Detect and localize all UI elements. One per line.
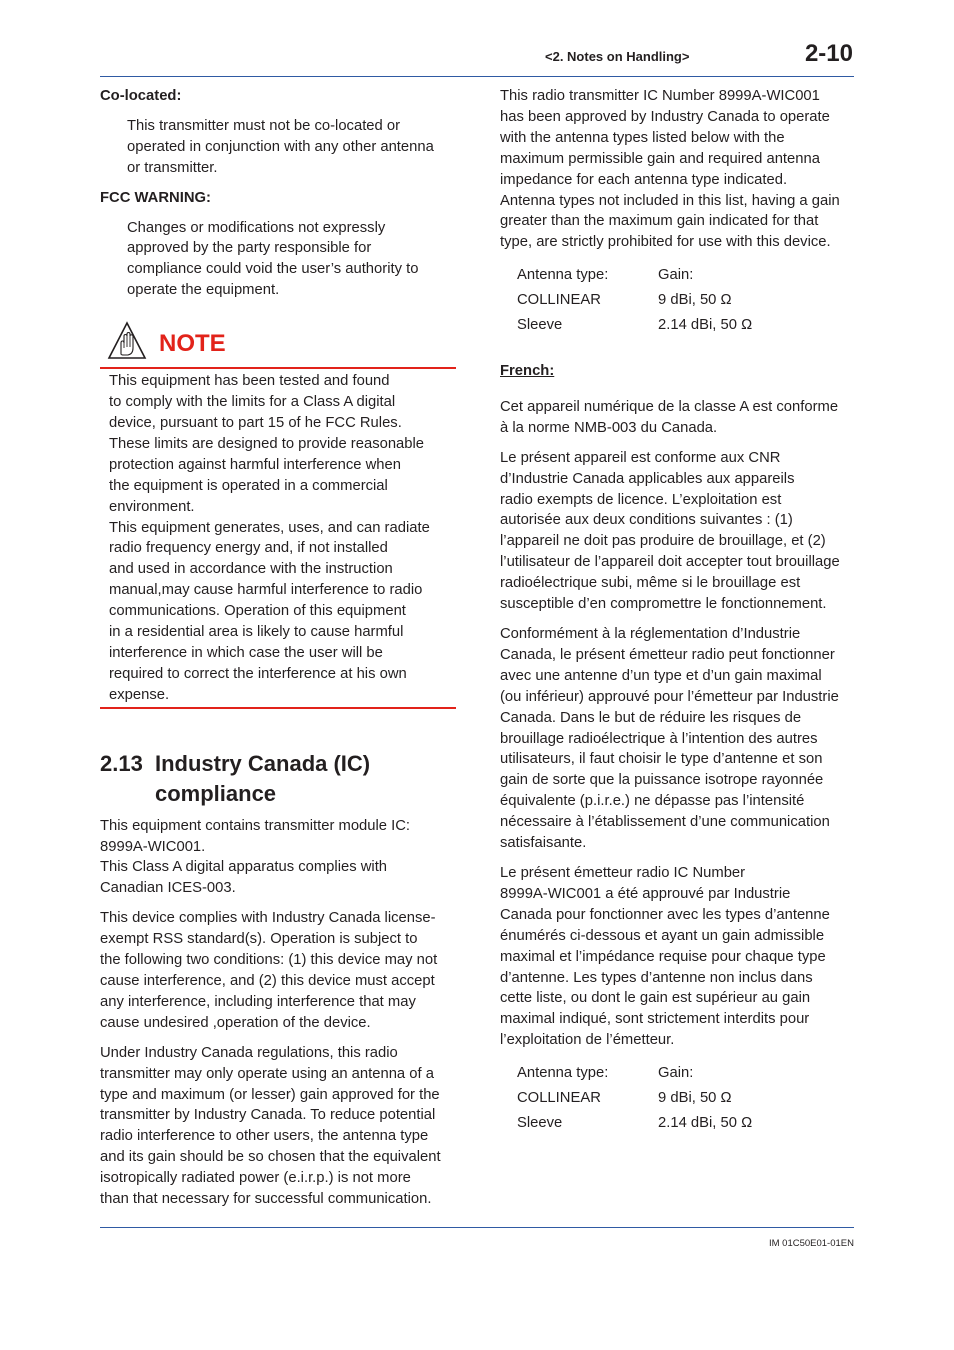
text-line: gain de sorte que la puissance isotrope rayonnée	[500, 772, 824, 789]
text-line: This radio transmitter IC Number 8999A-WIC001	[500, 88, 820, 104]
table-cell: 9 dBi, 50 Ω	[658, 1090, 732, 1107]
colocated-text	[127, 116, 456, 179]
note-line: expense.	[109, 686, 170, 703]
text-line: any interference, including interference that may	[100, 993, 416, 1010]
text-line: This transmitter must not be co-located or	[127, 117, 401, 134]
section-title-line: Industry Canada (IC)	[155, 750, 371, 776]
note-line: communications. Operation of this equipment	[109, 603, 406, 620]
text-line: type and maximum (or lesser) gain approved for the	[100, 1086, 440, 1103]
french-paragraph-1	[500, 397, 856, 439]
text-line: Canada pour fonctionner avec les types d’antenne	[500, 906, 830, 923]
header-section-title: <2. Notes on Handling>	[545, 49, 690, 64]
text-line: d’Industrie Canada applicables aux appareils	[500, 470, 795, 487]
text-line: exempt RSS standard(s). Operation is subject to	[100, 931, 418, 948]
text-line: 8999A-WIC001 a été approuvé par Industrie	[500, 885, 791, 902]
text-line: radioélectrique subi, même si le brouillage est	[500, 575, 801, 592]
text-line: maximum permissible gain and required antenna	[500, 150, 820, 167]
text-line: with the antenna types listed below with the	[500, 129, 785, 146]
table-row	[517, 1088, 752, 1113]
note-line: in a residential area is likely to cause harmful	[109, 624, 404, 641]
table-cell: COLLINEAR	[517, 292, 601, 309]
table-cell: 2.14 dBi, 50 Ω	[658, 1115, 753, 1132]
text-line: Canada, le présent émetteur radio peut fonctionner	[500, 646, 835, 663]
text-line: transmitter may only operate using an antenna of a	[100, 1065, 434, 1082]
text-line: cette liste, ou dont le gain est supérieur au gain	[500, 990, 811, 1007]
french-paragraph-4	[500, 863, 856, 1051]
text-line: Under Industry Canada regulations, this radio	[100, 1044, 398, 1061]
note-line: These limits are designed to provide reasonable	[109, 435, 425, 452]
text-line: susceptible d’en compromettre le fonctionnement.	[500, 596, 827, 613]
note-line: radio frequency energy and, if not installed	[109, 540, 388, 557]
text-line: utilisateurs, il faut choisir le type d’antenne et son	[500, 751, 823, 768]
text-line: type, are strictly prohibited for use with this device.	[500, 234, 831, 251]
ic-paragraph-2	[100, 908, 456, 1033]
note-top-rule	[100, 367, 456, 369]
text-line: Canadian ICES-003.	[100, 880, 236, 897]
text-line: transmitter by Industry Canada. To reduce potential	[100, 1107, 436, 1124]
text-line: has been approved by Industry Canada to operate	[500, 108, 830, 125]
note-line: the equipment is operated in a commercial	[109, 477, 388, 494]
table-header-row	[517, 265, 752, 290]
table-row	[517, 290, 752, 315]
note-line: device, pursuant to part 15 of he FCC Rules.	[109, 414, 402, 431]
table-cell: Sleeve	[517, 1115, 563, 1132]
text-line: brouillage radioélectrique à l’intention des autres	[500, 730, 818, 747]
text-line: Conformément à la réglementation d’Industrie	[500, 626, 801, 643]
text-line: équivalente (p.i.r.e.) ne dépasse pas l’intensité	[500, 793, 805, 810]
note-bottom-rule	[100, 707, 456, 709]
text-line: impedance for each antenna type indicated.	[500, 171, 788, 188]
antenna-table	[517, 265, 752, 340]
text-line: Le présent émetteur radio IC Number	[500, 864, 746, 881]
table-header-cell: Gain:	[658, 1065, 694, 1082]
text-line: maximal et l’impédance requise pour chaque type	[500, 948, 826, 965]
fcc-warning-text	[127, 218, 456, 302]
ic-paragraph-3	[100, 1043, 456, 1210]
section-number: 2.13	[100, 750, 143, 776]
text-line: the following two conditions: (1) this device may not	[100, 952, 438, 969]
document-code: IM 01C50E01-01EN	[768, 1238, 854, 1249]
text-line: or transmitter.	[127, 159, 218, 176]
text-line: 8999A-WIC001.	[100, 838, 206, 855]
colocated-heading: Co-located:	[100, 88, 182, 104]
text-line: Le présent appareil est conforme aux CNR	[500, 449, 781, 466]
text-line: l’appareil ne doit pas produire de brouillage, et (2)	[500, 533, 826, 550]
page-number: 2-10	[804, 40, 853, 67]
text-line: cause undesired ,operation of the device.	[100, 1014, 371, 1031]
text-line: operate the equipment.	[127, 282, 280, 299]
note-line: protection against harmful interference when	[109, 456, 401, 473]
antenna-table-french	[517, 1063, 752, 1138]
text-line: avec une antenne d’un type et d’un gain maximal	[500, 667, 822, 684]
text-line: à la norme NMB-003 du Canada.	[500, 419, 718, 436]
text-line: autorisée aux deux conditions suivantes : (1)	[500, 512, 793, 529]
text-line: cause interference, and (2) this device must accept	[100, 973, 435, 989]
note-line: This equipment generates, uses, and can radiate	[109, 519, 430, 536]
text-line: satisfaisante.	[500, 835, 587, 852]
note-line: manual,may cause harmful interference to radio	[109, 582, 423, 599]
ic-paragraph-1	[100, 816, 456, 900]
table-cell: 9 dBi, 50 Ω	[658, 292, 732, 309]
note-line: required to correct the interference at his own	[109, 665, 407, 682]
text-line: (ou inférieur) approuvé pour l’émetteur par Industrie	[500, 688, 839, 705]
note-body	[109, 371, 456, 706]
table-header-row	[517, 1063, 752, 1088]
hand-warning-icon	[107, 321, 147, 361]
note-line: and used in accordance with the instruction	[109, 561, 393, 578]
text-line: nécessaire à l’établissement d’une communication	[500, 814, 830, 831]
table-cell: Sleeve	[517, 317, 563, 334]
text-line: and its gain should be so chosen that the equivalent	[100, 1149, 441, 1166]
text-line: greater than the maximum gain indicated for that	[500, 213, 819, 230]
text-line: Canada. Dans le but de réduire les risques de	[500, 709, 802, 726]
table-header-cell: Gain:	[658, 267, 694, 284]
note-line: This equipment has been tested and found	[109, 373, 390, 390]
text-line: than that necessary for successful communication.	[100, 1191, 432, 1208]
text-line: approved by the party responsible for	[127, 240, 372, 257]
text-line: l’utilisateur de l’appareil doit accepter tout brouillage	[500, 554, 840, 571]
note-line: environment.	[109, 498, 195, 515]
fcc-warning-heading: FCC WARNING:	[100, 189, 211, 206]
text-line: Changes or modifications not expressly	[127, 219, 386, 236]
text-line: énumérés ci-dessous et ayant un gain admissible	[500, 927, 825, 944]
text-line: radio exempts de licence. L’exploitation est	[500, 491, 782, 508]
text-line: maximal indiqué, sont strictement interdits pour	[500, 1011, 810, 1028]
table-cell: 2.14 dBi, 50 Ω	[658, 317, 753, 334]
note-title-row	[100, 315, 456, 361]
approval-paragraph	[500, 86, 856, 253]
table-row	[517, 1113, 752, 1138]
table-cell: COLLINEAR	[517, 1090, 601, 1107]
table-header-cell: Antenna type:	[517, 1065, 609, 1082]
right-column	[500, 86, 856, 1138]
text-line: Antenna types not included in this list, having a gain	[500, 192, 840, 209]
note-label: NOTE	[159, 330, 226, 358]
french-paragraph-2	[500, 448, 856, 615]
french-paragraph-3	[500, 624, 856, 854]
text-line: isotropically radiated power (e.i.r.p.) is not more	[100, 1170, 411, 1187]
text-line: This equipment contains transmitter module IC:	[100, 817, 411, 834]
text-line: Cet appareil numérique de la classe A est conforme	[500, 398, 839, 415]
text-line: operated in conjunction with any other antenna	[127, 138, 434, 155]
text-line: radio interference to other users, the antenna type	[100, 1128, 429, 1145]
section-heading	[100, 749, 456, 809]
french-heading: French:	[500, 363, 555, 380]
note-line: interference in which case the user will be	[109, 644, 383, 661]
section-title-line: compliance	[155, 780, 277, 806]
note-box	[100, 315, 456, 709]
text-line: This device complies with Industry Canada license-	[100, 910, 436, 927]
footer-rule	[100, 1227, 854, 1228]
left-column	[100, 86, 456, 1210]
section-title	[155, 749, 370, 809]
text-line: compliance could void the user’s authority to	[127, 261, 419, 278]
table-row	[517, 315, 752, 340]
table-header-cell: Antenna type:	[517, 267, 609, 284]
text-line: This Class A digital apparatus complies with	[100, 859, 388, 876]
header-rule	[100, 76, 854, 77]
text-line: d’antenne. Les types d’antenne non inclus dans	[500, 969, 813, 986]
note-line: to comply with the limits for a Class A digital	[109, 394, 396, 411]
text-line: l’exploitation de l’émetteur.	[500, 1032, 675, 1049]
